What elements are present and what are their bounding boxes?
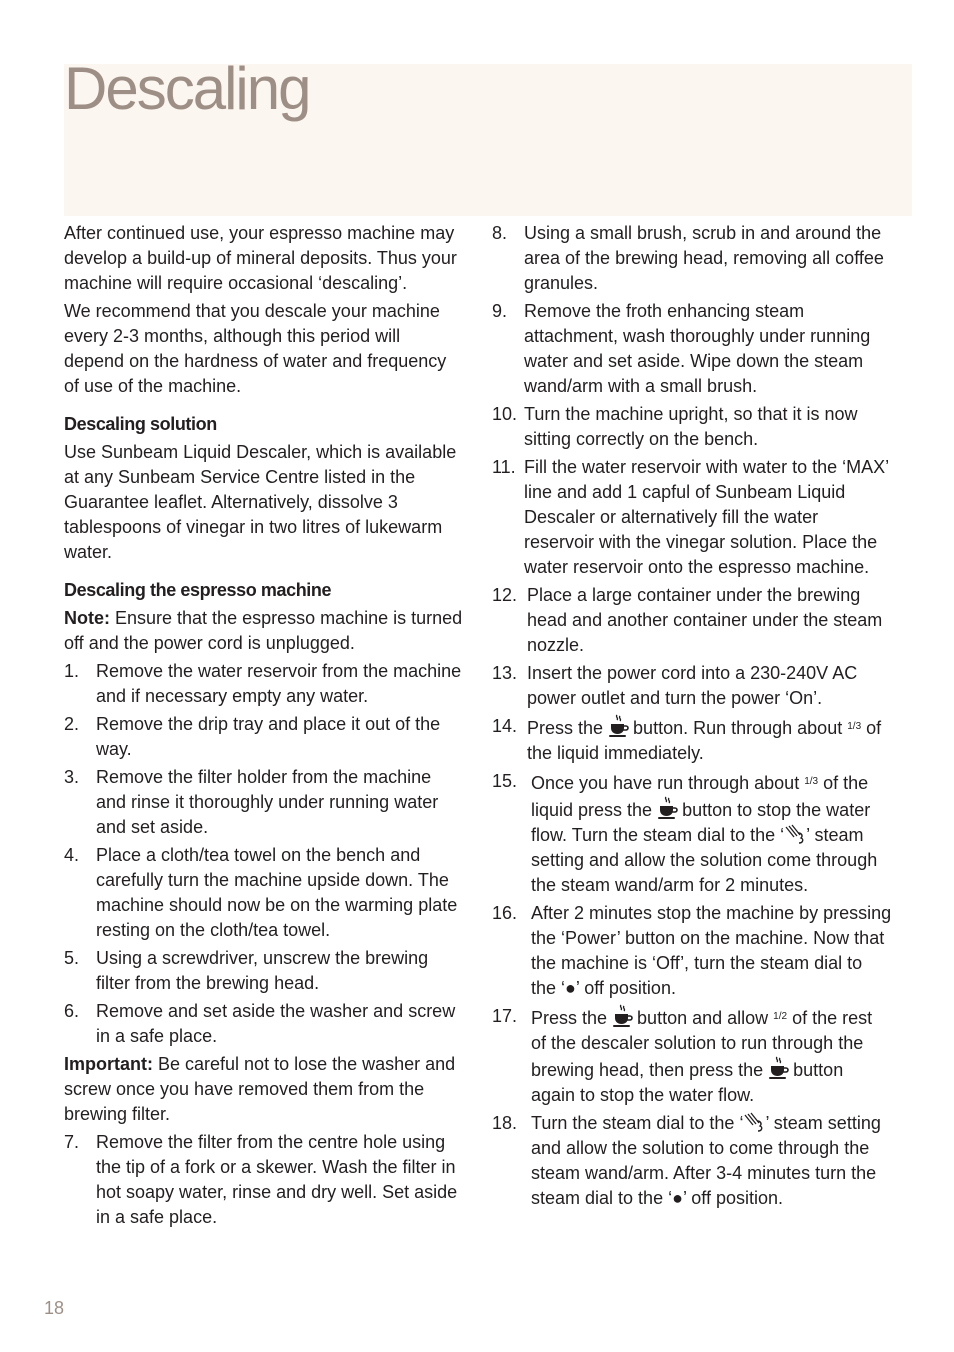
intro-paragraph: After continued use, your espresso machine may develop a build-up of mineral deposits. Thus your machine will require occasional ‘descaling’. <box>64 223 457 293</box>
list-item <box>492 583 892 658</box>
steps-list <box>492 221 892 1211</box>
step-text-part: button. Run through about <box>633 718 843 738</box>
list-item <box>492 402 892 452</box>
list-item <box>492 714 892 766</box>
step-text <box>531 1111 892 1211</box>
step-text: Remove the filter from the centre hole using the tip of a fork or a skewer. Wash the filter in hot soapy water, rinse and dry well. Set aside in a safe place. <box>96 1132 458 1227</box>
list-item <box>64 1130 464 1230</box>
step-text: Insert the power cord into a 230-240V AC power outlet and turn the power ‘On’. <box>527 663 858 708</box>
steam-icon <box>784 824 806 846</box>
steam-icon <box>743 1112 765 1134</box>
list-item <box>64 946 464 996</box>
list-item <box>492 1004 892 1108</box>
important-label: Important: <box>64 1054 153 1074</box>
step-text: Turn the machine upright, so that it is now sitting correctly on the bench. <box>524 404 858 449</box>
step-number: 14. <box>492 716 518 736</box>
list-item <box>492 901 892 1001</box>
step-number: 3. <box>64 767 80 787</box>
important-text: Be careful not to lose the washer and screw once you have removed them from the brewing filter. <box>64 1054 456 1124</box>
section-heading: Descaling the espresso machine <box>64 580 332 600</box>
step-text: Remove the filter holder from the machine and rinse it thoroughly under running water and set aside. <box>96 767 439 837</box>
step-text-part: button to stop the water flow. Turn the steam dial to the ‘ <box>531 800 871 845</box>
step-number: 15. <box>492 771 518 791</box>
important-paragraph <box>64 1052 464 1127</box>
step-text-part: Once you have run through about <box>531 773 800 793</box>
step-text-part: ’ steam setting and allow the solution to come through the steam wand/arm. After 3-4 minutes turn the steam dial to the ‘●’ off position. <box>531 1113 881 1208</box>
step-text-part: Turn the steam dial to the ‘ <box>531 1113 744 1133</box>
coffee-cup-icon <box>607 714 629 738</box>
step-number: 16. <box>492 903 518 923</box>
steps-list <box>64 659 464 1049</box>
step-text: Remove and set aside the washer and screw in a safe place. <box>96 1001 456 1046</box>
list-item <box>64 843 464 943</box>
coffee-cup-icon <box>767 1056 789 1080</box>
right-column <box>492 221 892 1214</box>
step-text-part: button again to stop the water flow. <box>531 1060 844 1105</box>
step-text-part: of the rest of the descaler solution to run through the brewing head, then press the <box>531 1008 873 1080</box>
step-number: 1. <box>64 661 80 681</box>
list-item <box>64 999 464 1049</box>
step-number: 2. <box>64 714 80 734</box>
step-number: 9. <box>492 301 508 321</box>
step-text <box>531 1004 892 1108</box>
note-label: Note: <box>64 608 110 628</box>
steps-list <box>64 1130 464 1230</box>
step-number: 17. <box>492 1006 518 1026</box>
page-title: Descaling <box>64 55 310 122</box>
step-text: Remove the drip tray and place it out of the way. <box>96 714 441 759</box>
step-text: Remove the froth enhancing steam attachment, wash thoroughly under running water and set aside. Wipe down the steam wand/arm with a small brush. <box>524 301 871 396</box>
fraction: 1/2 <box>773 1011 788 1022</box>
coffee-cup-icon <box>656 796 678 820</box>
note-text: Ensure that the espresso machine is turned off and the power cord is unplugged. <box>64 608 463 653</box>
list-item <box>492 769 892 898</box>
step-number: 5. <box>64 948 80 968</box>
fraction: 1/3 <box>804 776 819 787</box>
step-number: 18. <box>492 1113 518 1133</box>
step-text <box>531 769 892 898</box>
step-text: Using a screwdriver, unscrew the brewing filter from the brewing head. <box>96 948 429 993</box>
step-number: 10. <box>492 404 518 424</box>
step-number: 13. <box>492 663 518 683</box>
coffee-cup-icon <box>611 1004 633 1028</box>
step-text-part: Press the <box>531 1008 608 1028</box>
note-paragraph <box>64 606 464 656</box>
step-text-part: Press the <box>527 718 604 738</box>
step-text-part: button and allow <box>637 1008 769 1028</box>
list-item <box>492 221 892 296</box>
step-text-part: of the liquid immediately. <box>527 718 882 763</box>
step-text: After 2 minutes stop the machine by pressing the ‘Power’ button on the machine. Now that the machine is ‘Off’, turn the steam dial to the ‘●’ off position. <box>531 903 892 998</box>
step-text: Place a large container under the brewing head and another container under the steam nozzle. <box>527 585 883 655</box>
list-item <box>64 765 464 840</box>
step-text: Using a small brush, scrub in and around the area of the brewing head, removing all coffee granules. <box>524 223 884 293</box>
intro-paragraph: We recommend that you descale your machine every 2-3 months, although this period will depend on the hardness of water and frequency of use of the machine. <box>64 301 447 396</box>
step-text-part: ’ steam setting and allow the solution come through the steam wand/arm for 2 minutes. <box>531 825 878 895</box>
step-number: 8. <box>492 223 508 243</box>
step-text: Place a cloth/tea towel on the bench and carefully turn the machine upside down. The machine should now be on the warming plate resting on the cloth/tea towel. <box>96 845 458 940</box>
list-item <box>64 712 464 762</box>
step-text <box>527 714 892 766</box>
step-number: 11. <box>492 457 516 477</box>
solution-paragraph: Use Sunbeam Liquid Descaler, which is available at any Sunbeam Service Centre listed in the Guarantee leaflet. Alternatively, dissolve 3 tablespoons of vinegar in two litres of lukewarm water. <box>64 442 457 562</box>
step-text: Fill the water reservoir with water to the ‘MAX’ line and add 1 capful of Sunbeam Liquid Descaler or alternatively fill the water reservoir with the vinegar solution. Place the water reservoir onto the espresso machine. <box>524 457 889 577</box>
step-number: 6. <box>64 1001 80 1021</box>
page-number: 18 <box>44 1298 65 1318</box>
list-item <box>492 299 892 399</box>
left-column <box>64 221 464 1233</box>
step-number: 7. <box>64 1132 80 1152</box>
list-item <box>492 1111 892 1211</box>
list-item <box>492 661 892 711</box>
section-heading: Descaling solution <box>64 414 217 434</box>
list-item <box>492 455 892 580</box>
step-text: Remove the water reservoir from the machine and if necessary empty any water. <box>96 661 462 706</box>
step-text-part: of the liquid press the <box>531 773 869 820</box>
step-number: 12. <box>492 585 518 605</box>
fraction: 1/3 <box>847 721 862 732</box>
step-number: 4. <box>64 845 80 865</box>
list-item <box>64 659 464 709</box>
